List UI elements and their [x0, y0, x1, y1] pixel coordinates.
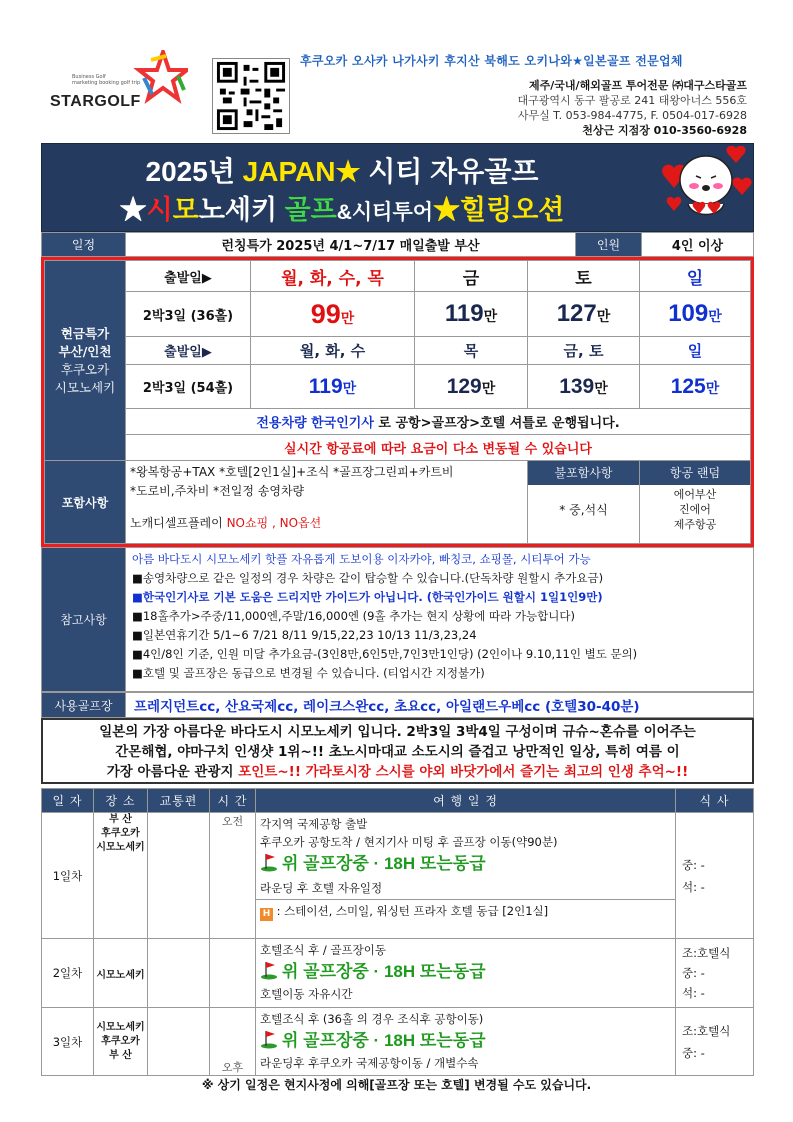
banner-year: 2025년 [145, 156, 243, 187]
day1-label: 1일차 [42, 813, 94, 939]
note-line: 아름 바다도시 시모노세키 핫플 자유롭게 도보이용 이자카야, 빠칭코, 쇼핑몰, 시티투어 가능 [132, 552, 591, 566]
itinerary-day1 [42, 813, 754, 939]
price-section [41, 257, 754, 547]
courses-list: 프레지던트cc, 산요국제cc, 레이크스완cc, 초요cc, 아일랜드우베cc (호텔30-40분) [126, 693, 754, 718]
excluded-value: * 중,석식 [559, 503, 608, 517]
col-meal: 식 사 [676, 789, 754, 813]
day1-line1: 각지역 국제공항 출발 [260, 817, 368, 831]
price-unit: 만 [596, 309, 611, 325]
price-unit: 만 [340, 310, 355, 327]
price-value: 127 [556, 300, 597, 327]
day1-places [94, 813, 148, 939]
includes-line1: *왕복항공+TAX *호텔[2인1실]+조식 *골프장그린피+카트비 [130, 465, 454, 479]
notes-label: 참고사항 [42, 548, 126, 692]
price-value: 119 [308, 374, 343, 398]
price-table [44, 260, 751, 544]
day1-line3: 라운딩 후 호텔 자유일정 [260, 881, 383, 895]
row1-plan: 2박3일 (36홀) [126, 292, 251, 337]
row2-day-2: 목 [415, 337, 528, 365]
day3-meals [676, 1008, 754, 1076]
place: 시모노세키 [96, 842, 145, 853]
day2-line1: 호텔조식 후 / 골프장이동 [260, 943, 386, 957]
price-value: 139 [559, 374, 595, 398]
price-unit: 만 [708, 309, 722, 325]
title-banner [41, 143, 754, 232]
logo-text: STARGOLF [50, 93, 141, 110]
price-value: 99 [310, 298, 341, 329]
row2-day-3: 금, 토 [528, 337, 640, 365]
day2-golf [260, 959, 671, 985]
includes-no-shopping: NO쇼핑 , NO옵션 [226, 516, 322, 530]
meal: 조:호텔식 [682, 1023, 731, 1038]
price-value: 119 [444, 300, 484, 327]
meal: 중: - [682, 857, 705, 872]
day3-label: 3일차 [42, 1008, 94, 1076]
meal: 조:호텔식 [682, 946, 731, 960]
golf-flag-icon [260, 852, 278, 872]
includes-line2: *도로비,주차비 *전일정 송영차량 [130, 484, 305, 498]
intro-box [41, 718, 754, 784]
notice-airfare: 실시간 항공료에 따라 요금이 다소 변동될 수 있습니다 [126, 435, 751, 461]
notice-driver: 전용차량 한국인기사 [256, 416, 374, 431]
intro-line3-pre: 가장 아름다운 관광지 [106, 764, 239, 780]
people-value: 4인 이상 [642, 233, 754, 257]
price-unit: 만 [342, 380, 357, 397]
notice-vehicle [126, 409, 751, 435]
note-line: ■한국인기사로 기본 도움은 드리지만 가이드가 아닙니다. (한국인가이드 원할시 1일1인9만) [132, 590, 603, 604]
row2-price-3 [528, 365, 640, 409]
star-glyph: ★ [119, 195, 147, 225]
golf-flag-icon [260, 960, 278, 980]
side-shimonoseki: 시모노세키 [54, 379, 116, 395]
price-value: 129 [446, 374, 482, 398]
notice-route: 로 공항>골프장>호텔 셔틀로 운행됩니다. [373, 416, 620, 431]
intro-line2: 간몬해협, 야마구치 인생샷 1위~!! 초노시마대교 소도시의 즐겁고 낭만적인 일상, 특히 여름 이 [115, 744, 680, 760]
qr-code-icon [213, 59, 289, 133]
place: 후쿠오카 [101, 1035, 140, 1047]
row2-price-4 [640, 365, 751, 409]
banner-mo: 모 [172, 195, 199, 225]
row2-day-1: 월, 화, 수 [251, 337, 415, 365]
meal: 중: - [682, 966, 705, 980]
branch-manager: 천상근 지점장 010-3560-6928 [582, 124, 747, 137]
company-address: 대구광역시 동구 팔공로 241 태왕아너스 556호 [517, 94, 747, 107]
row2-price-2 [415, 365, 528, 409]
day1-meals [676, 813, 754, 939]
day3-line1: 호텔조식 후 (36홀 의 경우 조식후 공항이동) [260, 1012, 484, 1026]
banner-city: 시티 자유골프 [360, 156, 539, 187]
courses-row [41, 692, 754, 718]
row1-day-3: 토 [528, 261, 640, 292]
row1-price-2 [415, 292, 528, 337]
side-busan: 부산/인천 [58, 343, 112, 359]
price-unit: 만 [705, 380, 720, 397]
banner-golf: 골프 [284, 195, 337, 225]
banner-japan: JAPAN★ [242, 156, 361, 187]
star-glyph-2: ★ [433, 195, 461, 225]
meal: 석: - [682, 879, 705, 894]
logo-tagline: Business Golf marketing booking golf trip [72, 74, 141, 86]
row2-day-4: 일 [640, 337, 751, 365]
row1-day-1: 월, 화, 수, 목 [251, 261, 415, 292]
top-destinations: 후쿠오카 오사카 나가사키 후지산 북해도 오키나와★일본골프 전문업체 [300, 54, 683, 68]
excluded-label: 불포함사항 [528, 461, 639, 485]
note-line: ■호텔 및 골프장은 동급으로 변경될 수 있습니다. (티업시간 지정불가) [132, 666, 485, 680]
row2-price-1 [251, 365, 415, 409]
golf-text: 위 골프장중 · 18H 또는동급 [282, 962, 486, 981]
side-cash: 현금특가 [60, 325, 110, 341]
side-fukuoka: 후쿠오카 [60, 361, 110, 377]
day2-place: 시모노세키 [94, 939, 148, 1008]
company-line1: 제주/국내/해외골프 투어전문 ㈜대구스타골프 [529, 79, 747, 92]
airline-label: 항공 랜덤 [640, 461, 750, 485]
day1-golf [260, 851, 671, 877]
meal: 중: - [682, 1045, 705, 1060]
schedule-label: 일정 [42, 233, 126, 257]
col-transport: 교통편 [148, 789, 210, 813]
row1-day-2: 금 [415, 261, 528, 292]
col-place: 장 소 [94, 789, 148, 813]
banner-line1 [42, 150, 642, 190]
day3-places [94, 1008, 148, 1076]
day3-time: 오후 [210, 1008, 256, 1076]
day3-golf [260, 1028, 671, 1054]
includes-selfplay: 노캐디셀프플레이 [130, 516, 227, 530]
price-unit: 만 [481, 380, 496, 397]
golf-text: 위 골프장중 · 18H 또는동급 [282, 1031, 486, 1050]
place: 시모노세키 [96, 1021, 145, 1033]
note-line: ■18홀추가>주중/11,000엔,주말/16,000엔 (9홀 추가는 현지 상황에 따라 가능합니다) [132, 609, 575, 623]
banner-noseki: 노세키 [198, 195, 285, 225]
row2-plan: 2박3일 (54홀) [126, 365, 251, 409]
price-value: 125 [670, 374, 706, 398]
day2-line2: 호텔이동 자유시간 [260, 987, 353, 1001]
place: 부 산 [109, 1049, 132, 1061]
company-info [518, 78, 748, 138]
day2-label: 2일차 [42, 939, 94, 1008]
col-day: 일 자 [42, 789, 94, 813]
row2-departure-header: 출발일▶ [126, 337, 251, 365]
price-unit: 만 [594, 380, 608, 397]
banner-healing: 힐링오션 [460, 195, 565, 225]
banner-shi: 시 [146, 195, 173, 225]
golf-flag-icon [260, 1029, 278, 1049]
day1-time: 오전 [210, 813, 256, 939]
people-label: 인원 [576, 233, 642, 257]
price-value: 109 [668, 300, 709, 327]
intro-line3-highlight: 포인트~!! 가라토시장 스시를 야외 바닷가에서 즐기는 최고의 인생 추억~!! [238, 764, 689, 780]
day1-line2: 후쿠오카 공항도착 / 현지기사 미팅 후 골프장 이동(약90분) [260, 835, 558, 849]
itinerary-day3 [42, 1008, 754, 1076]
intro-line1: 일본의 가장 아름다운 바다도시 시모노세키 입니다. 2박3일 3박4일 구성이며 규슈~혼슈를 이어주는 [99, 724, 696, 740]
courses-label: 사용골프장 [42, 693, 126, 718]
place: 부 산 [109, 814, 132, 825]
row1-price-3 [528, 292, 640, 337]
golf-text: 위 골프장중 · 18H 또는동급 [282, 854, 486, 873]
note-line: ■일본연휴기간 5/1~6 7/21 8/11 9/15,22,23 10/13 11/3,23,24 [132, 628, 477, 642]
price-unit: 만 [483, 309, 498, 325]
banner-line2 [42, 188, 642, 227]
notes-content [126, 548, 754, 692]
row1-day-4: 일 [640, 261, 751, 292]
mascot-hearts-icon [654, 146, 754, 230]
notes-section [41, 547, 754, 692]
intro-line3 [43, 762, 752, 782]
schedule-row [41, 232, 754, 257]
schedule-text: 런칭특가 2025년 4/1~7/17 매일출발 부산 [126, 233, 576, 257]
qr-code[interactable] [212, 58, 290, 134]
banner-citytour: &시티투어 [336, 201, 434, 224]
includes-label: 포함사항 [45, 461, 126, 544]
day2-time [210, 939, 256, 1008]
itinerary-day2 [42, 939, 754, 1008]
itinerary-table [41, 788, 754, 1076]
footer-note: ※ 상기 일정은 현지사정에 의해[골프장 또는 호텔] 변경될 수도 있습니다. [201, 1078, 592, 1092]
row1-price-1 [251, 292, 415, 337]
day3-transport [148, 1008, 210, 1076]
price-side-label [45, 261, 126, 461]
day2-meals [676, 939, 754, 1008]
company-phone: 사무실 T. 053-984-4775, F. 0504-017-6928 [517, 109, 747, 122]
includes-content [126, 461, 528, 544]
airline-cell [640, 461, 751, 544]
day3-line2: 라운딩후 후쿠오카 국제공항이동 / 개별수속 [260, 1056, 479, 1070]
row1-price-4 [640, 292, 751, 337]
day2-transport [148, 939, 210, 1008]
day2-schedule [256, 939, 676, 1008]
row1-departure-header: 출발일▶ [126, 261, 251, 292]
place: 후쿠오카 [101, 828, 140, 839]
day1-hotel [256, 899, 675, 921]
excluded-cell [528, 461, 640, 544]
day1-schedule [256, 813, 676, 939]
note-line: ■송영차량으로 같은 일정의 경우 차량은 같이 탑승할 수 있습니다.(단독차량 원할시 추가요금) [132, 571, 604, 585]
col-schedule: 여 행 일 정 [256, 789, 676, 813]
hotel-icon: H [260, 908, 273, 921]
note-line: ■4인/8인 기준, 인원 미달 추가요금-(3인8만,6인5만,7인3만1인당) (2인이나 9.10,11인 별도 문의) [132, 647, 638, 661]
airline-value: 에어부산 진에어 제주항공 [673, 488, 717, 531]
day1-transport [148, 813, 210, 939]
hotel-text: : 스테이션, 스미일, 워싱턴 프라자 호텔 동급 [2인1실] [276, 904, 549, 918]
day3-schedule [256, 1008, 676, 1076]
col-time: 시 간 [210, 789, 256, 813]
meal: 석: - [682, 986, 705, 1000]
